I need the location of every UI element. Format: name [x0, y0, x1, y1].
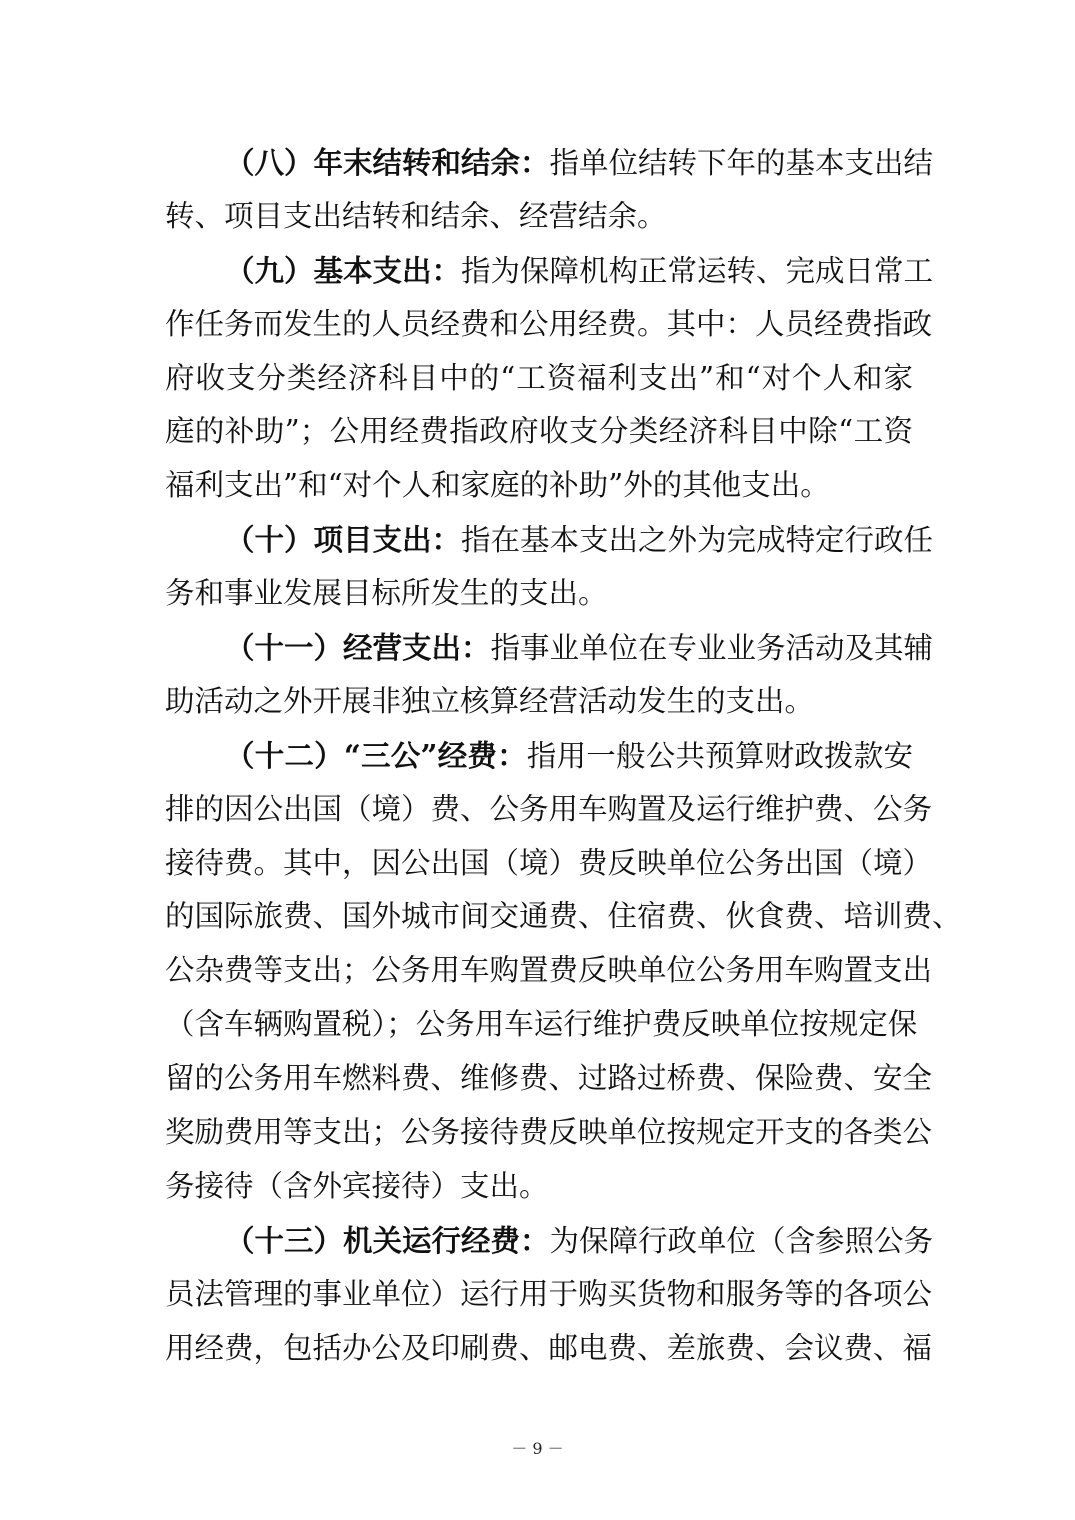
line-text: 员法管理的事业单位）运行用于购买货物和服务等的各项公	[165, 1276, 933, 1311]
line-text: 公杂费等支出；公务用车购置费反映单位公务用车购置支出	[165, 953, 933, 988]
line-text: 指事业单位在专业业务活动及其辅	[490, 631, 934, 666]
line-text: 福利支出”和“对个人和家庭的补助”外的其他支出。	[165, 468, 830, 503]
text-line	[165, 944, 933, 998]
text-line	[165, 298, 933, 352]
text-line	[165, 783, 933, 837]
text-line	[165, 352, 913, 406]
line-text: 庭的补助”；公用经费指政府收支分类经济科目中除“工资	[165, 414, 913, 449]
line-text: 的国际旅费、国外城市间交通费、住宿费、伙食费、培训费、	[165, 899, 962, 934]
text-line	[165, 1268, 933, 1322]
line-text: 指单位结转下年的基本支出结	[549, 146, 934, 180]
text-line	[165, 136, 934, 190]
line-text: 用经费，包括办公及印刷费、邮电费、差旅费、会议费、福	[165, 1330, 933, 1365]
line-text: 助活动之外开展非独立核算经营活动发生的支出。	[165, 683, 815, 718]
line-text: 府收支分类经济科目中的“工资福利支出”和“对个人和家	[165, 360, 913, 395]
paragraph-heading: （十一）经营支出：	[225, 630, 491, 666]
text-line	[165, 890, 962, 944]
text-line	[165, 998, 918, 1052]
text-line	[165, 1106, 933, 1160]
line-text: 排的因公出国（境）费、公务用车购置及运行维护费、公务	[165, 791, 933, 826]
text-line	[165, 1322, 933, 1376]
text-line	[165, 513, 934, 567]
document-body	[165, 136, 962, 1375]
paragraph	[165, 1214, 934, 1376]
text-line	[165, 190, 913, 244]
line-text: 转、项目支出结转和结余、经营结余。	[165, 198, 667, 233]
paragraph	[165, 513, 934, 621]
text-line	[165, 405, 913, 459]
paragraph-heading: （十三）机关运行经费：	[225, 1222, 550, 1258]
text-line	[165, 567, 913, 621]
line-text: 指用一般公共预算财政拨款安	[526, 738, 913, 773]
text-line	[165, 244, 934, 298]
text-line	[165, 1052, 933, 1106]
line-text: 接待费。其中，因公出国（境）费反映单位公务出国（境）	[165, 845, 933, 880]
text-line	[165, 837, 933, 891]
text-line	[165, 675, 913, 729]
text-line	[165, 1160, 913, 1214]
paragraph	[165, 136, 934, 244]
line-text: 指在基本支出之外为完成特定行政任	[461, 523, 934, 558]
line-text: 留的公务用车燃料费、维修费、过路过桥费、保险费、安全	[165, 1061, 933, 1096]
line-text: 务接待（含外宾接待）支出。	[165, 1168, 549, 1203]
line-text: （含车辆购置税）；公务用车运行维护费反映单位按规定保	[165, 1007, 918, 1042]
line-text: 务和事业发展目标所发生的支出。	[165, 576, 608, 611]
text-line	[165, 621, 934, 675]
paragraph-heading: （十）项目支出：	[225, 522, 462, 558]
line-text: 奖励费用等支出；公务接待费反映单位按规定开支的各类公	[165, 1115, 933, 1150]
paragraph	[165, 244, 934, 513]
page-number: － 9 －	[511, 1439, 564, 1458]
line-text: 指为保障机构正常运转、完成日常工	[461, 253, 934, 288]
paragraph	[165, 621, 934, 729]
text-line	[165, 1214, 934, 1268]
paragraph-heading: （十二）“三公”经费：	[225, 737, 527, 773]
paragraph-heading: （九）基本支出：	[225, 252, 462, 288]
paragraph-heading: （八）年末结转和结余：	[225, 145, 550, 180]
text-line	[165, 729, 913, 783]
paragraph	[165, 729, 962, 1214]
line-text: 作任务而发生的人员经费和公用经费。其中：人员经费指政	[165, 306, 933, 341]
line-text: 为保障行政单位（含参照公务	[549, 1223, 934, 1258]
text-line	[165, 459, 913, 513]
